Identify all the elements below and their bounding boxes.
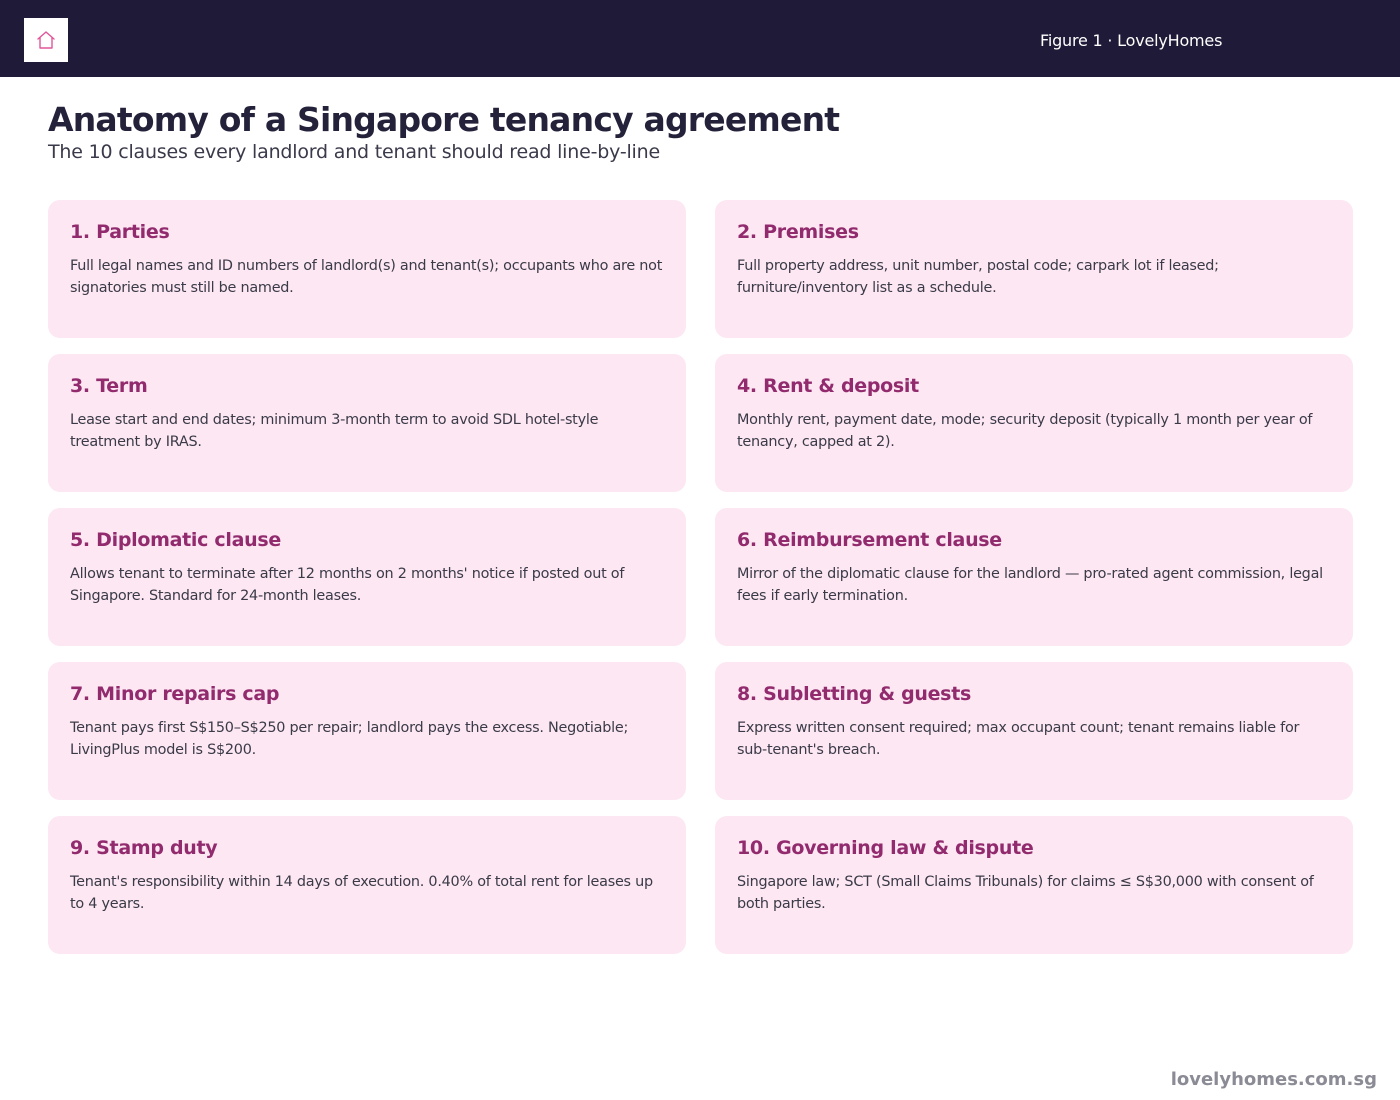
footer-url[interactable]: lovelyhomes.com.sg (1170, 1069, 1377, 1090)
page-subtitle: The 10 clauses every landlord and tenant should read line-by-line (48, 141, 660, 163)
top-bar (0, 0, 1400, 77)
clause-description: Full legal names and ID numbers of landlord(s) and tenant(s); occupants who are not signatories must still be named. (70, 258, 663, 296)
clause-grid (48, 200, 1353, 954)
clause-title: 2. Premises (737, 221, 859, 243)
page-title: Anatomy of a Singapore tenancy agreement (48, 100, 840, 139)
clause-title: 4. Rent & deposit (737, 375, 919, 397)
clause-title: 8. Subletting & guests (737, 683, 971, 705)
clause-title: 7. Minor repairs cap (70, 683, 280, 705)
clause-card-minor-repairs (48, 662, 686, 800)
clause-description: Full property address, unit number, postal code; carpark lot if leased; furniture/inventory list as a schedule. (737, 258, 1219, 296)
clause-title: 10. Governing law & dispute (737, 837, 1034, 859)
clause-description: Tenant's responsibility within 14 days of execution. 0.40% of total rent for leases up to 4 years. (70, 874, 653, 912)
house-icon (35, 29, 57, 51)
clause-card-parties (48, 200, 686, 338)
clause-description: Monthly rent, payment date, mode; security deposit (typically 1 month per year of tenancy, capped at 2). (737, 412, 1313, 450)
clause-title: 9. Stamp duty (70, 837, 218, 859)
clause-description: Allows tenant to terminate after 12 months on 2 months' notice if posted out of Singapore. Standard for 24-month leases. (70, 566, 625, 604)
clause-title: 1. Parties (70, 221, 170, 243)
clause-card-governing-law (715, 816, 1353, 954)
clause-title: 5. Diplomatic clause (70, 529, 281, 551)
clause-card-term (48, 354, 686, 492)
clause-card-reimbursement (715, 508, 1353, 646)
clause-card-subletting (715, 662, 1353, 800)
clause-card-diplomatic (48, 508, 686, 646)
figure-label: Figure 1 · LovelyHomes (1040, 31, 1223, 50)
clause-card-rent-deposit (715, 354, 1353, 492)
clause-description: Tenant pays first S$150–S$250 per repair; landlord pays the excess. Negotiable; LivingPlus model is S$200. (70, 720, 629, 758)
clause-description: Mirror of the diplomatic clause for the landlord — pro-rated agent commission, legal fees if early termination. (737, 566, 1323, 604)
logo[interactable] (24, 18, 68, 62)
clause-description: Singapore law; SCT (Small Claims Tribunals) for claims ≤ S$30,000 with consent of both parties. (737, 874, 1314, 912)
clause-description: Express written consent required; max occupant count; tenant remains liable for sub-tenant's breach. (737, 720, 1300, 758)
clause-title: 6. Reimbursement clause (737, 529, 1002, 551)
clause-card-premises (715, 200, 1353, 338)
clause-description: Lease start and end dates; minimum 3-month term to avoid SDL hotel-style treatment by IRAS. (70, 412, 599, 450)
clause-title: 3. Term (70, 375, 148, 397)
clause-card-stamp-duty (48, 816, 686, 954)
